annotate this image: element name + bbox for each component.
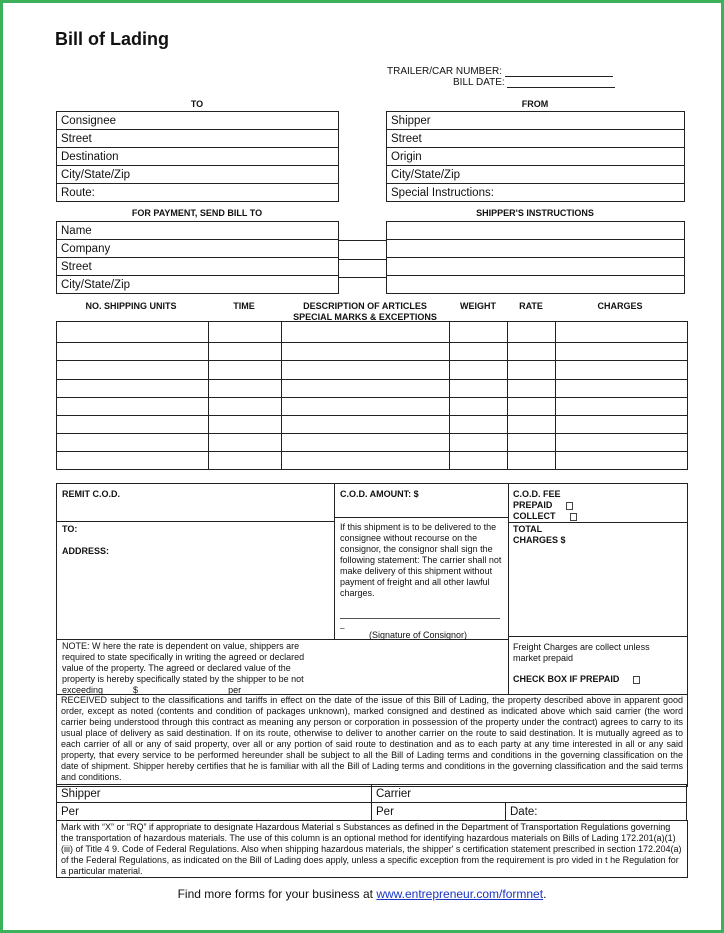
bill-date-row [453, 77, 615, 88]
check-prepaid-row [513, 674, 640, 684]
total-label: TOTAL [513, 524, 543, 534]
bill-of-lading-page [3, 3, 721, 930]
col-header-description: DESCRIPTION OF ARTICLES [303, 301, 427, 311]
instruction-line[interactable] [387, 240, 685, 258]
payment-field[interactable]: City/State/Zip [57, 276, 339, 294]
carrier-sign-field[interactable]: Carrier [372, 785, 687, 803]
to-field[interactable]: Route: [57, 184, 339, 202]
payment-header: FOR PAYMENT, SEND BILL TO [131, 208, 263, 218]
shipping-items-grid[interactable] [56, 321, 688, 470]
cod-section [56, 483, 688, 695]
bill-date-field[interactable] [507, 77, 615, 88]
instruction-line[interactable] [387, 258, 685, 276]
shipper-sign-field[interactable]: Shipper [57, 785, 372, 803]
payment-field[interactable]: Company [57, 240, 339, 258]
trailer-car-number-field[interactable] [505, 66, 613, 77]
value-note: NOTE: W here the rate is dependent on value, shippers are required to state specifically in writing the agreed or declared value of the property. The agreed or declared value of the property is hereby specifically stated by the shipper to be not exceeding $ per [62, 641, 305, 695]
to-field[interactable]: Destination [57, 148, 339, 166]
signature-caption: (Signature of Consignor) [369, 630, 468, 640]
freight-note-2: market prepaid [513, 653, 574, 663]
from-field[interactable]: Origin [387, 148, 685, 166]
from-table [386, 111, 685, 202]
cod-to-label: TO: [62, 524, 78, 534]
from-field[interactable]: City/State/Zip [387, 166, 685, 184]
signature-dash: _ [340, 620, 345, 629]
cod-amount-label: C.O.D. AMOUNT: $ [340, 489, 419, 499]
footer-text: Find more forms for your business at [177, 887, 377, 901]
consignor-statement: If this shipment is to be delivered to the consignee without recourse on the consignor, the consignor shall sign the following statement: The carrier shall not make delivery of this shipment without payment of freight and all other lawful charges. [340, 522, 502, 598]
col-header-time: TIME [233, 301, 255, 311]
freight-note-1: Freight Charges are collect unless [513, 642, 650, 652]
to-table [56, 111, 339, 202]
payment-table [56, 221, 339, 294]
instruction-line[interactable] [387, 276, 685, 294]
to-field[interactable]: Street [57, 130, 339, 148]
signature-table [56, 784, 687, 821]
from-field[interactable]: Shipper [387, 112, 685, 130]
from-header: FROM [521, 99, 549, 109]
footer-link[interactable]: www.entrepreneur.com/formnet [376, 887, 544, 901]
connector-line [339, 259, 386, 260]
cod-address-label: ADDRESS: [62, 546, 110, 556]
instruction-line[interactable] [387, 222, 685, 240]
footer [3, 887, 721, 901]
connector-line [339, 277, 386, 278]
payment-field[interactable]: Street [57, 258, 339, 276]
prepaid-checkbox[interactable] [566, 502, 573, 510]
shipper-per-field[interactable]: Per [57, 803, 372, 821]
hazmat-notice: Mark with “X” or “RQ” if appropriate to designate Hazardous Material s Substances as defined in the Department of Transportation Regulations governing the transportation of hazardous materials. The use of this column is an optional method for identifying hazardous materials on Bills of Lading 172.201(a)(1) (iii) of Title 4 9. Code of Federal Regulations. Also when shipping hazardous materials, the shipper' s certification statement prescribed in section 172.204(a) of the Federal Regulations, as indicated on the Bill of Lading does apply, unless a specific exception from the requirement is pro vided in t he Regulation for a particular material. [56, 820, 688, 878]
check-prepaid-label: CHECK BOX IF PREPAID [513, 674, 620, 684]
date-field[interactable]: Date: [506, 803, 687, 821]
received-terms: RECEIVED subject to the classifications and tariffs in effect on the date of the issue of this Bill of Lading, the property described above in apparent good order, except as noted (contents and condition of packages unknown), marked consigned and destined as indicated above which said carrier (the word carrier being understood through this contract as meaning any person or corporation in possession of the property under the contract) agrees to carry to its usual place of delivery as said destination. If on its route, otherwise to deliver to another carrier on the route to said destination. It is mutually agreed as to each carrier of all or any of said property, over all or any portion of said route to destination and as to each party at any time interested in all or any said property, that every service to be performed hereunder shall be subject to all the Bill of Lading terms and conditions in the governing classification on the date of shipment. Shipper hereby certifies that he is familiar with all the Bill of Lading terms and conditions in the governing classification and the said terms and conditions. [56, 693, 688, 787]
shipper-instructions-header: SHIPPER'S INSTRUCTIONS [476, 208, 594, 218]
bill-date-label: BILL DATE: [453, 77, 505, 88]
total-charges-label: CHARGES $ [513, 535, 566, 545]
to-field[interactable]: City/State/Zip [57, 166, 339, 184]
page-title: Bill of Lading [55, 29, 169, 49]
prepaid-row [513, 500, 573, 510]
from-field[interactable]: Special Instructions: [387, 184, 685, 202]
col-header-charges: CHARGES [597, 301, 643, 311]
col-header-rate: RATE [519, 301, 543, 311]
payment-field[interactable]: Name [57, 222, 339, 240]
signature-line[interactable] [340, 618, 500, 619]
remit-cod-label: REMIT C.O.D. [62, 489, 120, 499]
trailer-car-number-label: TRAILER/CAR NUMBER: [387, 66, 503, 77]
col-header-units: NO. SHIPPING UNITS [85, 301, 177, 311]
from-field[interactable]: Street [387, 130, 685, 148]
collect-checkbox[interactable] [570, 513, 577, 521]
col-header-weight: WEIGHT [460, 301, 496, 311]
collect-label: COLLECT [513, 511, 556, 521]
trailer-car-number-row [387, 66, 613, 77]
col-header-special-marks: SPECIAL MARKS & EXCEPTIONS [293, 312, 437, 322]
to-field[interactable]: Consignee [57, 112, 339, 130]
connector-line [339, 240, 386, 241]
to-header: TO [190, 99, 204, 109]
collect-row [513, 511, 577, 521]
shipper-instructions-table [386, 221, 685, 294]
prepaid-label: PREPAID [513, 500, 553, 510]
cod-fee-label: C.O.D. FEE [513, 489, 561, 499]
footer-period: . [543, 887, 547, 901]
check-prepaid-checkbox[interactable] [633, 676, 640, 684]
carrier-per-field[interactable]: Per [372, 803, 506, 821]
